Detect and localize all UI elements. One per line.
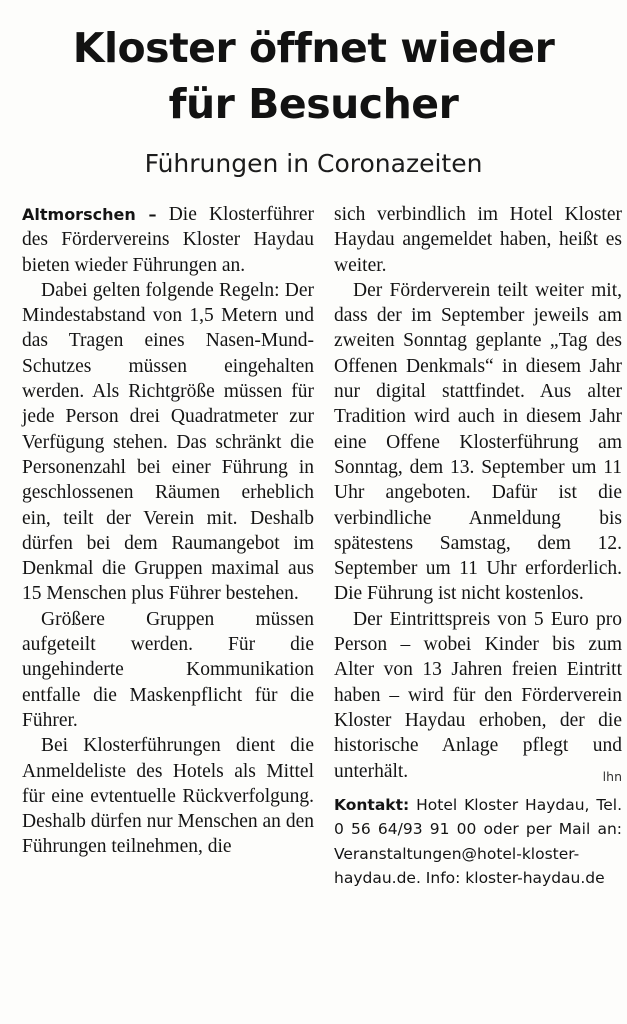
contact-box — [334, 793, 622, 891]
author-initials: lhn — [602, 768, 622, 784]
dateline: Altmorschen – — [22, 205, 157, 224]
headline-line-1: Kloster öffnet wieder — [72, 24, 555, 72]
paragraph-5: Der Förderverein teilt weiter mit, dass der im September jeweils am zweiten Sonntag geplante „Tag des Offenen Denkmals“ in diesem Jahr nur digital stattfindet. Aus alter Tradition wird auch in diesem Jahr eine Offene Klosterführung am Sonntag, dem 13. September um 11 Uhr angeboten. Dafür ist die verbindliche Anmeldung bis spätestens Samstag, dem 12. September um 11 Uhr erforderlich. Die Führung ist nicht kostenlos. — [334, 279, 622, 605]
contact-text: Hotel Kloster Haydau, Tel. 0 56 64/93 91 00 oder per Mail an: Veranstaltungen@hotel-kloster-haydau.de. Info: kloster-haydau.de — [334, 795, 622, 888]
article-column-right — [334, 202, 622, 891]
paragraph-4-continued: sich verbindlich im Hotel Kloster Haydau angemeldet haben, heißt es weiter. — [334, 204, 622, 276]
paragraph-6-text: Der Eintrittspreis von 5 Euro pro Person – wobei Kinder bis zum Alter von 13 Jahren freien Eintritt haben – wird für den Förderverein Kloster Haydau erhoben, der die historische Anlage pflegt und unterhält. — [334, 608, 622, 782]
paragraph-2: Dabei gelten folgende Regeln: Der Mindestabstand von 1,5 Metern und das Tragen eines Nasen-Mund-Schutzes müssen eingehalten werden. Als Richtgröße müssen für jede Person drei Quadratmeter zur Verfügung stehen. Das schränkt die Personenzahl bei einer Führung in geschlossenen Räumen erheblich ein, teilt der Verein mit. Deshalb dürfen bei dem Raumangebot im Denkmal die Gruppen maximal aus 15 Menschen plus Führer bestehen. — [22, 279, 314, 605]
headline — [0, 20, 627, 132]
subheadline: Führungen in Coronazeiten — [144, 149, 483, 178]
paragraph-4: Bei Klosterführungen dient die Anmeldeliste des Hotels als Mittel für eine evtentuelle Rückverfolgung. Deshalb dürfen nur Menschen an den Führungen teilnehmen, die — [22, 735, 314, 858]
paragraph-1-text: Die Klosterführer des Fördervereins Kloster Haydau bieten wieder Führungen an. — [22, 204, 315, 276]
paragraph-3: Größere Gruppen müssen aufgeteilt werden. Für die ungehinderte Kommunikation entfalle die Maskenpflicht für die Führer. — [22, 608, 314, 731]
contact-label: Kontakt: — [334, 795, 410, 814]
paragraph-6 — [334, 607, 622, 784]
headline-line-2: für Besucher — [168, 80, 459, 128]
paragraph-1 — [22, 202, 314, 278]
article-column-left — [22, 202, 314, 860]
